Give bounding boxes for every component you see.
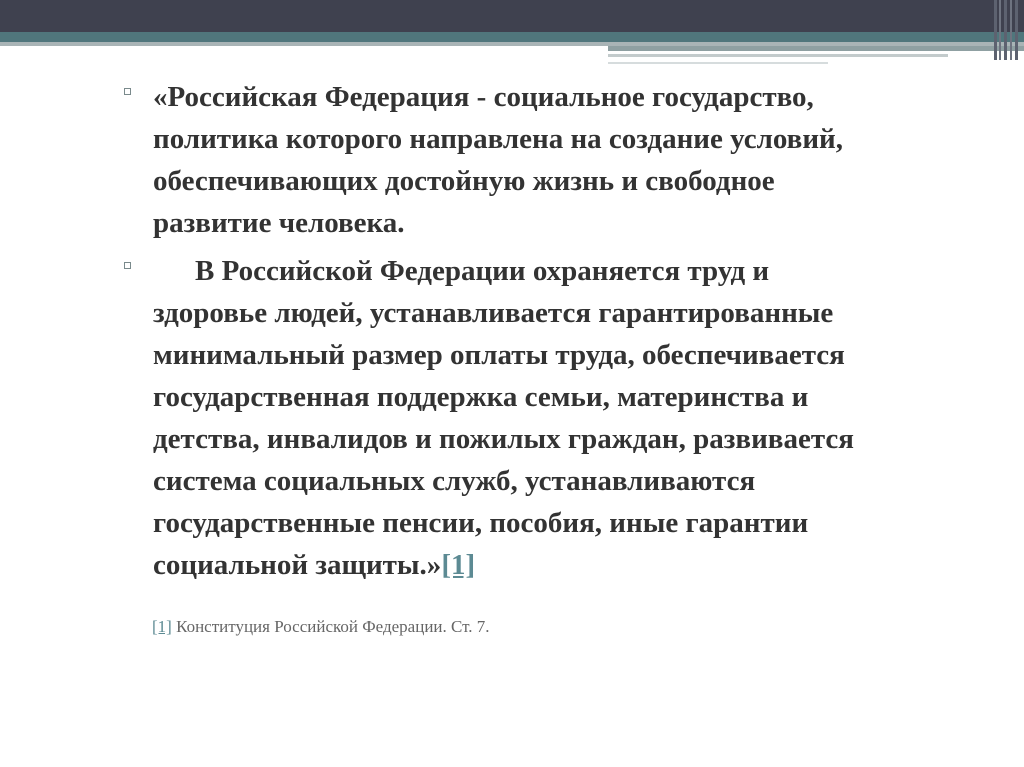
header-accent-line <box>608 54 948 57</box>
header-band-teal <box>0 32 1024 42</box>
text-line: минимальный размер оплаты труда, обеспечивается <box>153 339 845 371</box>
text-line: политика которого направлена на создание условий, <box>153 123 843 155</box>
text-line: государственные пенсии, пособия, иные гарантии <box>153 507 809 539</box>
square-bullet-icon <box>124 88 131 95</box>
footnote-text: Конституция Российской Федерации. Ст. 7. <box>176 617 490 636</box>
text-line: здоровье людей, устанавливается гарантированные <box>153 297 834 329</box>
text-line: развитие человека. <box>153 207 405 239</box>
footnote <box>152 617 490 637</box>
text-line: «Российская Федерация - социальное государство, <box>153 81 814 113</box>
square-bullet-icon <box>124 262 131 269</box>
header-vertical-stripe <box>1010 0 1012 60</box>
text-line: В Российской Федерации охраняется труд и <box>195 255 770 287</box>
text-line: обеспечивающих достойную жизнь и свободное <box>153 165 775 197</box>
text-line: система социальных служб, устанавливаются <box>153 465 756 497</box>
bullet-item-1 <box>120 76 1000 244</box>
header-vertical-stripe <box>994 0 997 60</box>
footnote-reference-link[interactable]: [1] <box>441 549 476 581</box>
text-line: государственная поддержка семьи, материнства и <box>153 381 809 413</box>
bullet-item-2 <box>120 250 1000 586</box>
text-line: детства, инвалидов и пожилых граждан, развивается <box>153 423 854 455</box>
header-vertical-stripe <box>1015 0 1018 60</box>
text-line: социальной защиты.» <box>153 549 442 581</box>
header-vertical-stripe <box>999 0 1001 60</box>
header-vertical-stripe <box>1004 0 1007 60</box>
header-band-dark <box>0 0 1024 32</box>
header-accent-line <box>608 62 828 64</box>
footnote-back-link[interactable]: [1] <box>152 617 172 636</box>
header-accent-line <box>608 46 1024 51</box>
slide-body <box>120 76 1000 592</box>
